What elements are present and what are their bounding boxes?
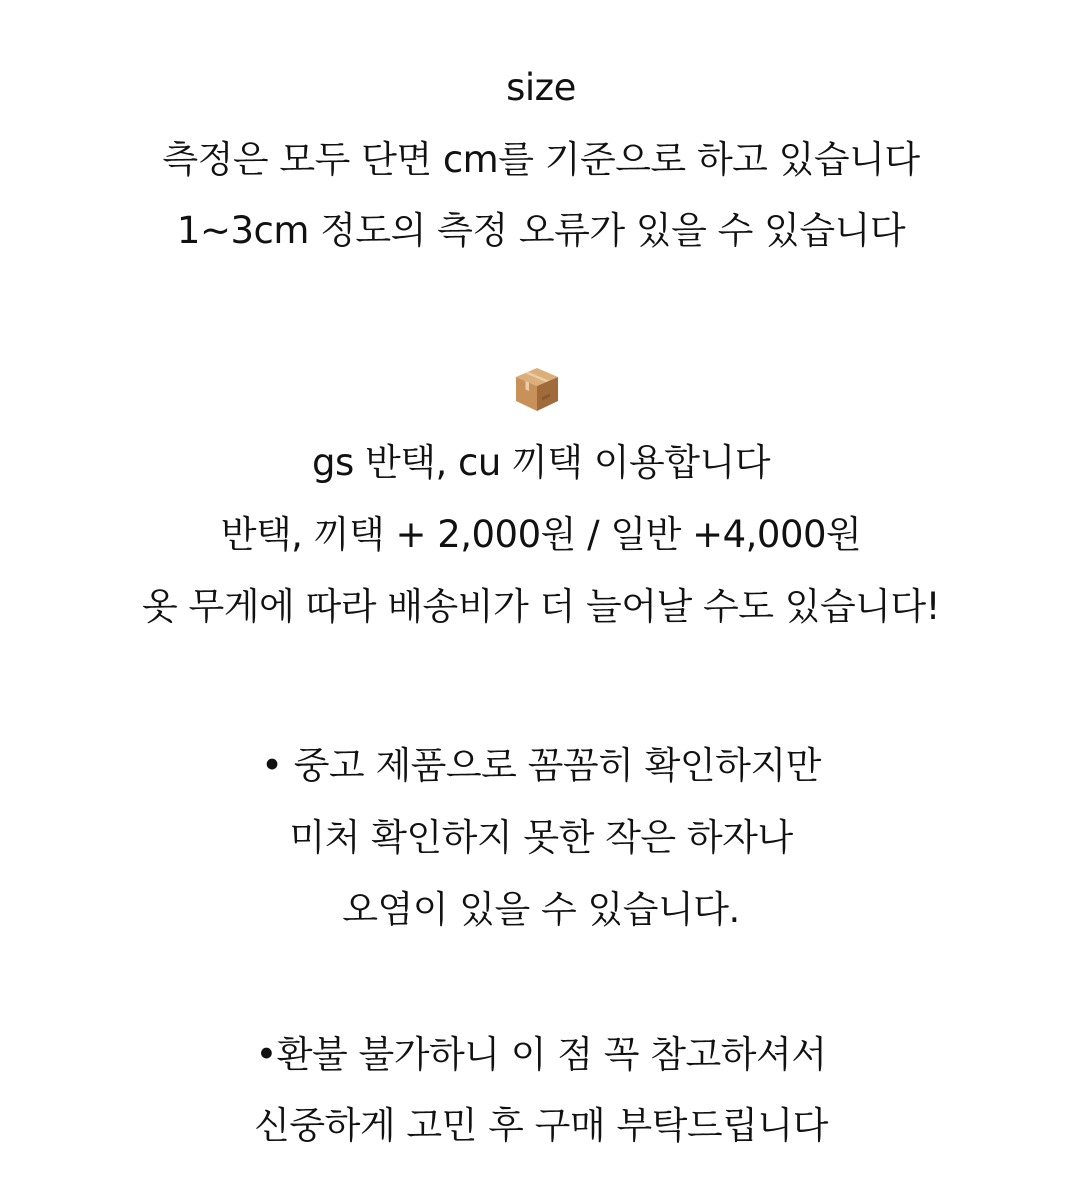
shipping-fee: 반택, 끼택 + 2,000원 / 일반 +4,000원 [220,513,862,556]
size-heading: size [506,66,576,109]
condition-note-2: 미처 확인하지 못한 작은 하자나 [289,816,793,859]
refund-note-1: •환불 불가하니 이 점 꼭 참고하셔서 [255,1033,827,1076]
shipping-method: gs 반택, cu 끼택 이용합니다 [311,441,771,484]
condition-note-1: • 중고 제품으로 꼼꼼히 확인하지만 [261,744,821,787]
package-box-icon [512,364,562,414]
size-measure-note: 측정은 모두 단면 cm를 기준으로 하고 있습니다 [162,138,920,181]
refund-note-2: 신중하게 고민 후 구매 부탁드립니다 [254,1104,828,1147]
shipping-weight-note: 옷 무게에 따라 배송비가 더 늘어날 수도 있습니다! [142,585,940,628]
condition-note-3: 오염이 있을 수 있습니다. [342,888,740,931]
size-error-note: 1~3cm 정도의 측정 오류가 있을 수 있습니다 [176,209,906,252]
